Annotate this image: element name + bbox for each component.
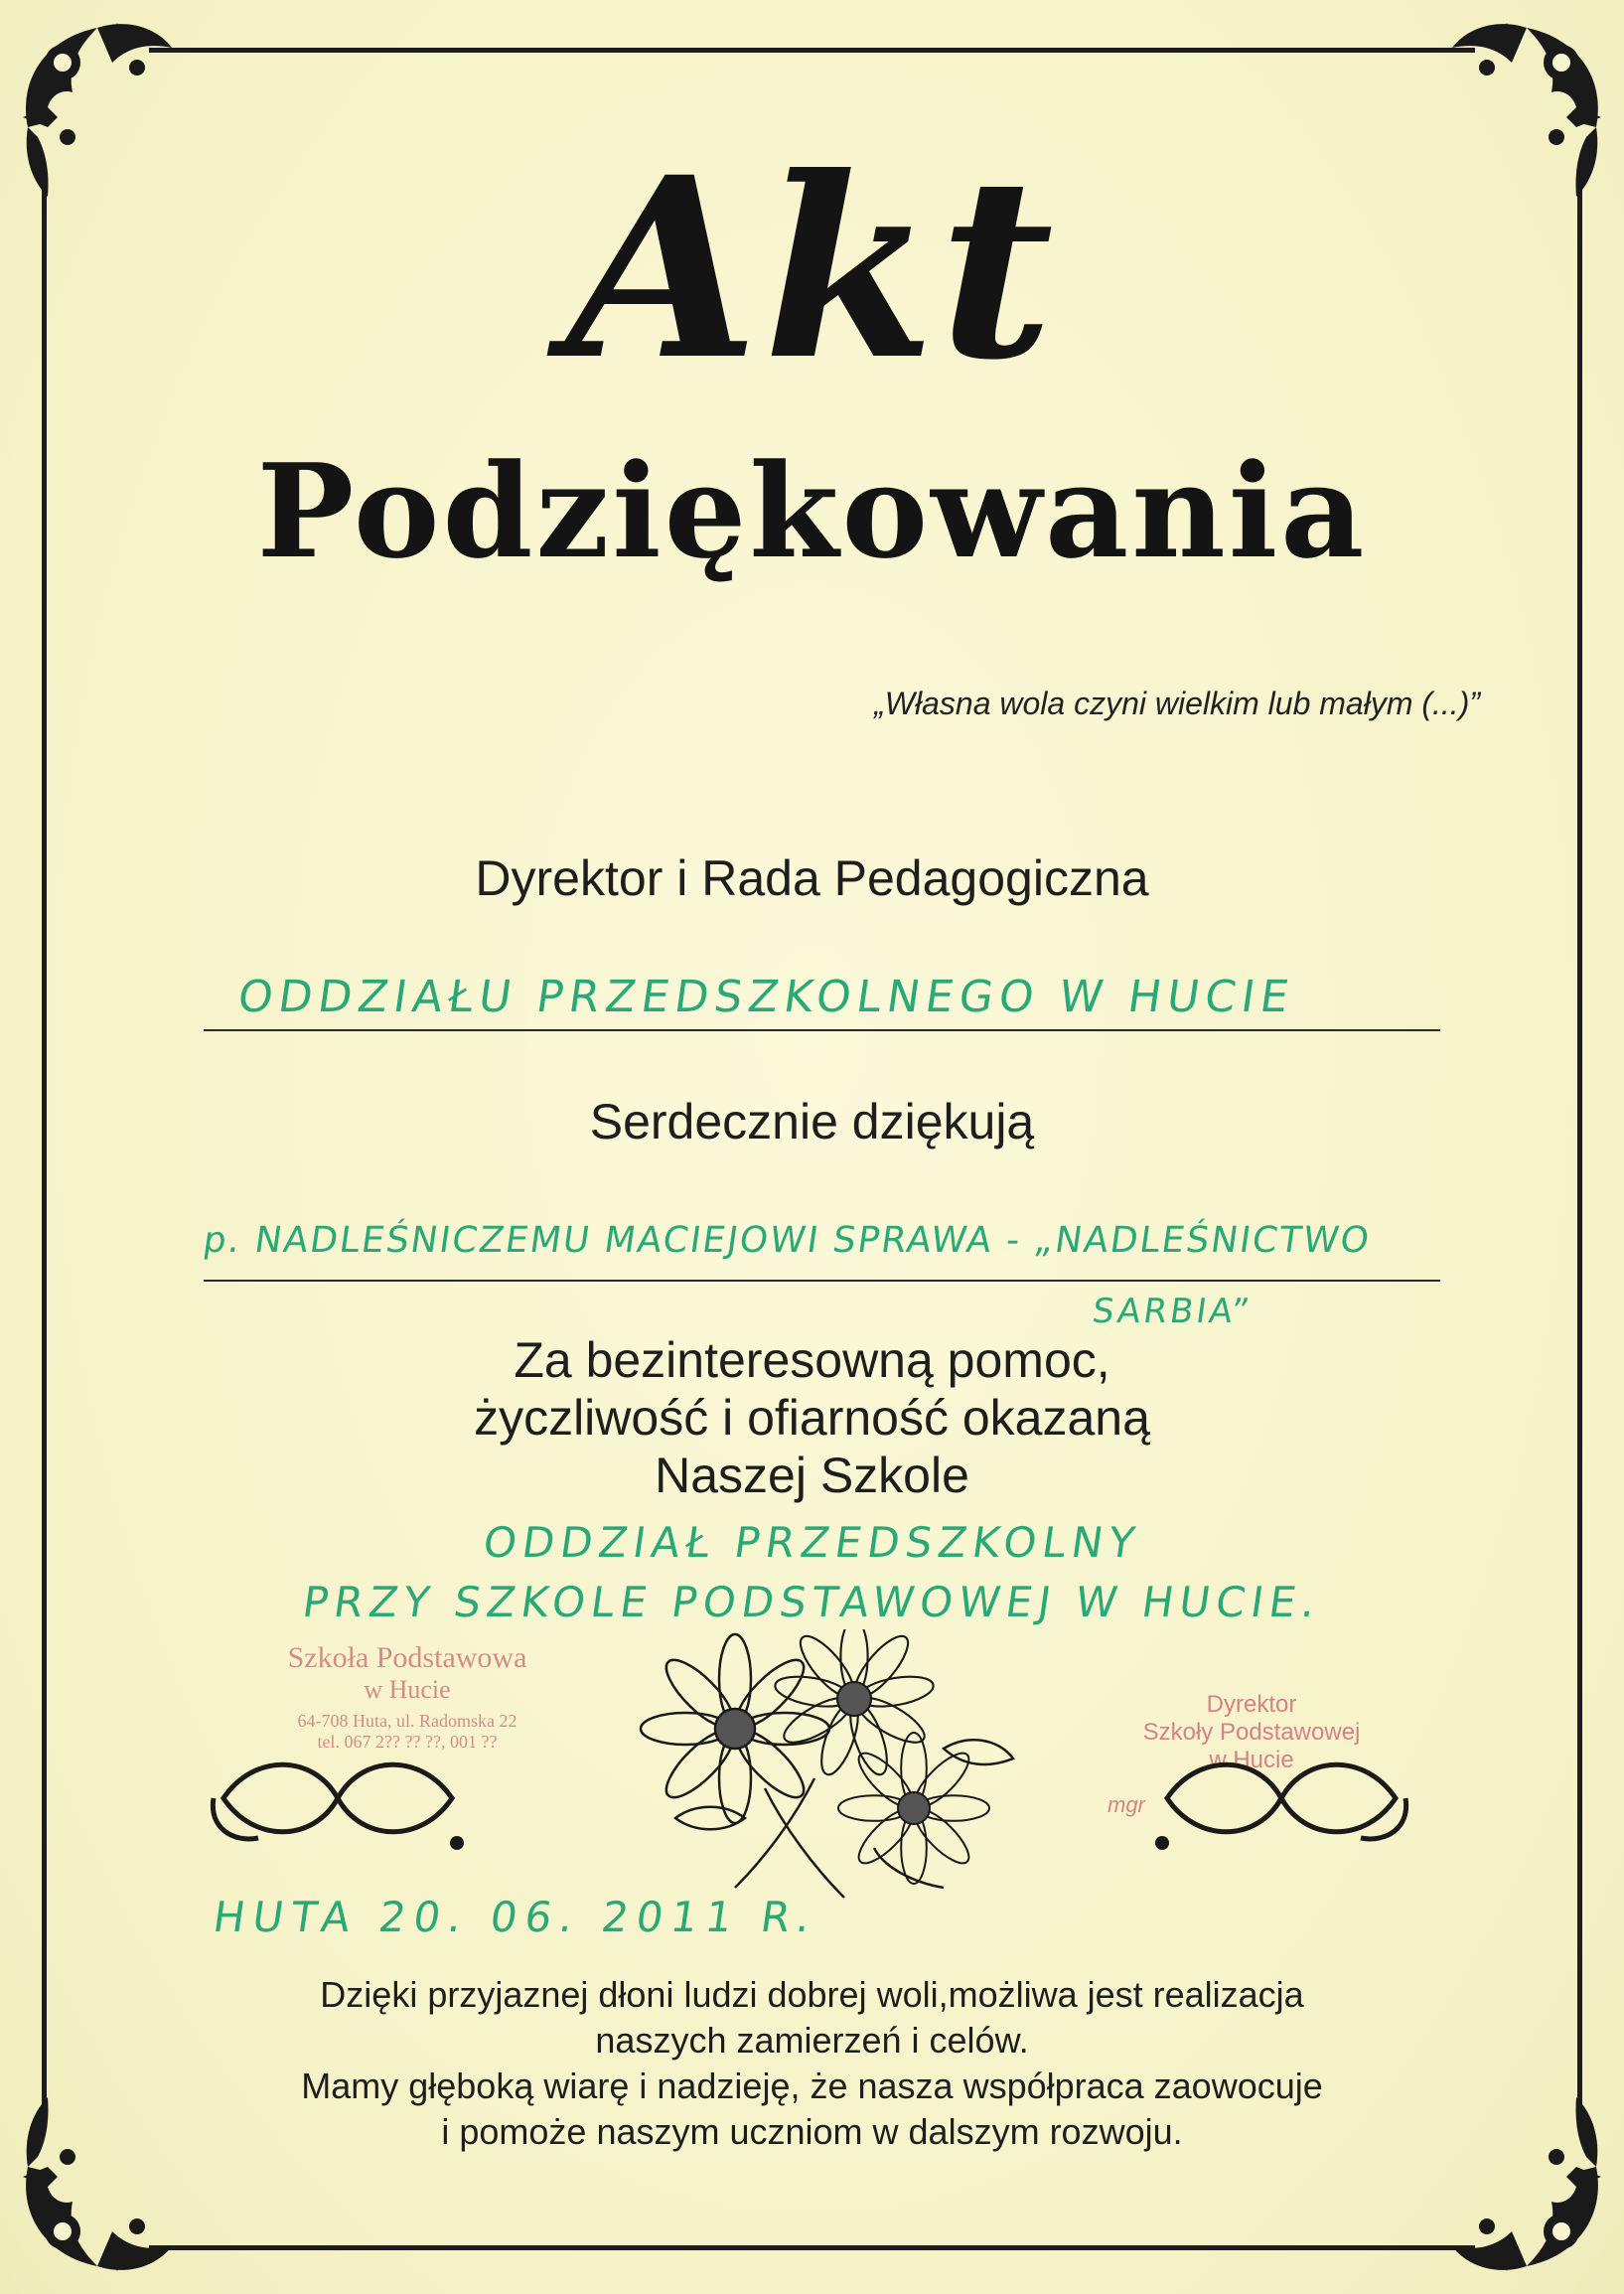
- reason-line-1: Za bezinteresowną pomoc,: [514, 1332, 1110, 1388]
- reason-line-2: życzliwość i ofiarność okazaną: [474, 1390, 1150, 1446]
- closing-line-1: Dzięki przyjaznej dłoni ludzi dobrej woli,możliwa jest realizacja: [320, 1974, 1304, 2015]
- school-stamp-line-1: Szkoła Podstawowa: [287, 1641, 527, 1674]
- issuer-underline: [204, 1029, 1440, 1031]
- signature-handwritten-1: ODDZIAŁ PRZEDSZKOLNY: [480, 1518, 1144, 1567]
- thanks-line: Serdecznie dziękują: [589, 1094, 1035, 1149]
- director-stamp-line-3: w Hucie: [1209, 1747, 1294, 1773]
- closing-text: [0, 1972, 1624, 2155]
- director-stamp-line-2: Szkoły Podstawowej: [1142, 1719, 1361, 1746]
- reason-text: [0, 1331, 1624, 1504]
- date-handwritten: HUTA 20. 06. 2011 R.: [210, 1893, 821, 1941]
- recipient-underline: [204, 1280, 1440, 1282]
- closing-line-2: naszych zamierzeń i celów.: [595, 2020, 1029, 2061]
- title-podziekowania: Podziękowania: [256, 435, 1368, 587]
- school-stamp: [228, 1641, 586, 1753]
- director-stamp-line-1: Dyrektor: [1206, 1691, 1297, 1718]
- reason-line-3: Naszej Szkole: [655, 1448, 969, 1503]
- director-stamp-line-4: mgr: [1107, 1792, 1145, 1817]
- school-stamp-line-4: tel. 067 2?? ?? ??, 001 ??: [317, 1732, 498, 1752]
- recipient-handwritten-2: SARBIA”: [1090, 1292, 1255, 1331]
- signature-handwritten-2: PRZY SZKOLE PODSTAWOWEJ W HUCIE.: [299, 1578, 1325, 1626]
- school-stamp-line-2: w Hucie: [364, 1675, 451, 1704]
- frame-top-line: [149, 48, 1475, 53]
- motto-quote: „Własna wola czyni wielkim lub małym (...)”: [874, 686, 1480, 721]
- closing-line-3: Mamy głęboką wiarę i nadzieję, że nasza współpraca zaowocuje: [301, 2065, 1323, 2106]
- school-stamp-line-3: 64-708 Huta, ul. Radomska 22: [297, 1711, 517, 1731]
- closing-line-4: i pomoże naszym uczniom w dalszym rozwoju.: [441, 2111, 1183, 2152]
- right-flourish-icon: [1147, 1744, 1415, 1853]
- recipient-handwritten-1: p. NADLEŚNICZEMU MACIEJOWI SPRAWA - „NADLEŚNICTWO: [201, 1220, 1374, 1261]
- flower-illustration-icon: [616, 1629, 1053, 1908]
- issuer-line: Dyrektor i Rada Pedagogiczna: [475, 850, 1149, 906]
- title-akt: Akt: [566, 122, 1058, 414]
- frame-bottom-line: [149, 2245, 1475, 2250]
- left-flourish-icon: [204, 1744, 472, 1853]
- issuer-handwritten: ODDZIAŁU PRZEDSZKOLNEGO W HUCIE: [234, 972, 1298, 1022]
